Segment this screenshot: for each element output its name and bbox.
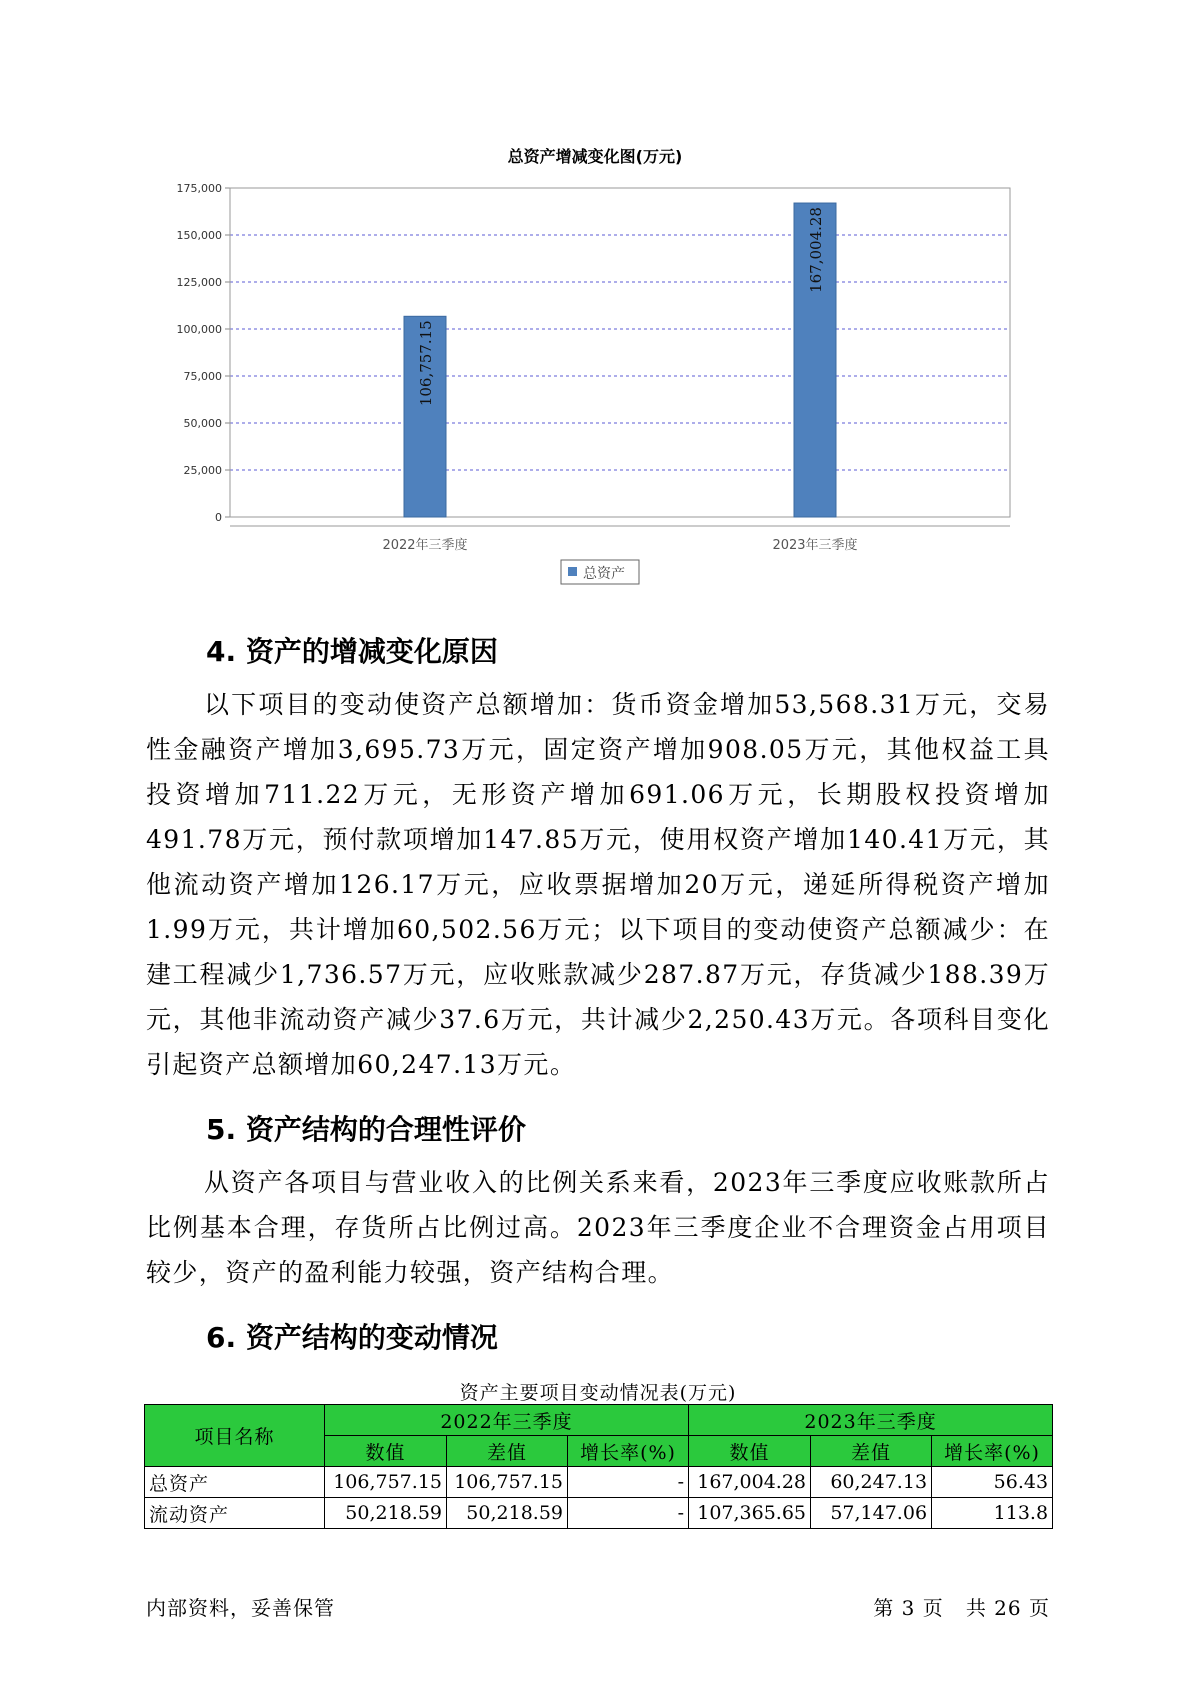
section-heading-asset-change-reasons: 4. 资产的增减变化原因 — [206, 635, 498, 668]
y-tick-label: 0 — [215, 511, 222, 524]
section-heading-structure-evaluation: 5. 资产结构的合理性评价 — [206, 1113, 526, 1146]
plot-area-frame — [230, 188, 1010, 517]
cell-value: 167,004.28 — [689, 1467, 811, 1498]
row-name: 总资产 — [145, 1467, 325, 1498]
y-tick-label: 150,000 — [176, 229, 222, 242]
table-row — [145, 1467, 1053, 1498]
section-paragraph-structure-evaluation: 从资产各项目与营业收入的比例关系来看，2023年三季度应收账款所占比例基本合理，存货所占比例过高。2023年三季度企业不合理资金占用项目较少，资产的盈利能力较强，资产结构合理。 — [146, 1168, 1050, 1287]
y-tick-label: 175,000 — [176, 182, 222, 195]
y-axis-ticks — [177, 182, 231, 524]
cell-growth: - — [568, 1467, 689, 1498]
cell-diff: 57,147.06 — [811, 1498, 932, 1529]
header-diff-2022: 差值 — [447, 1436, 568, 1467]
cell-diff: 50,218.59 — [447, 1498, 568, 1529]
cell-growth: 113.8 — [932, 1498, 1053, 1529]
legend-label: 总资产 — [583, 566, 625, 582]
cell-value: 50,218.59 — [325, 1498, 447, 1529]
header-value-2022: 数值 — [325, 1436, 447, 1467]
header-diff-2023: 差值 — [811, 1436, 932, 1467]
y-tick-label: 125,000 — [176, 276, 222, 289]
header-period-2023: 2023年三季度 — [689, 1405, 1053, 1436]
x-category-label: 2023年三季度 — [772, 538, 858, 553]
y-tick-label: 50,000 — [183, 417, 222, 430]
legend — [561, 560, 639, 584]
row-name: 流动资产 — [145, 1498, 325, 1529]
cell-value: 106,757.15 — [325, 1467, 447, 1498]
section-heading-structure-changes: 6. 资产结构的变动情况 — [206, 1321, 498, 1354]
cell-value: 107,365.65 — [689, 1498, 811, 1529]
chart-title: 总资产增减变化图(万元) — [507, 147, 683, 166]
cell-diff: 60,247.13 — [811, 1467, 932, 1498]
header-value-2023: 数值 — [689, 1436, 811, 1467]
total-assets-bar-chart — [0, 0, 1191, 600]
footer-page-number: 第 3 页 共 26 页 — [873, 1596, 1050, 1620]
header-period-2022: 2022年三季度 — [325, 1405, 689, 1436]
footer-confidential-note: 内部资料，妥善保管 — [146, 1596, 335, 1620]
y-tick-label: 100,000 — [176, 323, 222, 336]
cell-diff: 106,757.15 — [447, 1467, 568, 1498]
x-category-label: 2022年三季度 — [382, 538, 468, 553]
legend-swatch — [568, 567, 577, 576]
header-item-name: 项目名称 — [145, 1405, 325, 1467]
y-tick-label: 75,000 — [183, 370, 222, 383]
section-paragraph-asset-change-reasons: 以下项目的变动使资产总额增加：货币资金增加53,568.31万元，交易性金融资产增加3,695.73万元，固定资产增加908.05万元，其他权益工具投资增加711.22万元，无形资产增加691.06万元，长期股权投资增加491.78万元，预付款项增加147.85万元，使用权资产增加140.41万元，其他流动资产增加126.17万元，应收票据增加20万元，递延所得税资产增加1.99万元，共计增加60,502.56万元；以下项目的变动使资产总额减少：在建工程减少1,736.57万元，应收账款减少287.87万元，存货减少188.39万元，其他非流动资产减少37.6万元，共计减少2,250.43万元。各项科目变化引起资产总额增加60,247.13万元。 — [146, 690, 1050, 1079]
bar-data-label: 106,757.15 — [417, 320, 435, 407]
header-growth-2023: 增长率(%) — [932, 1436, 1053, 1467]
cell-growth: - — [568, 1498, 689, 1529]
y-tick-label: 25,000 — [183, 464, 222, 477]
header-growth-2022: 增长率(%) — [568, 1436, 689, 1467]
bar-data-label: 167,004.28 — [807, 207, 825, 293]
chart-gridlines — [230, 235, 1010, 470]
table-caption: 资产主要项目变动情况表(万元) — [459, 1382, 737, 1404]
x-axis-categories — [382, 537, 857, 553]
asset-items-change-table — [144, 1404, 1053, 1529]
cell-growth: 56.43 — [932, 1467, 1053, 1498]
table-row — [145, 1498, 1053, 1529]
